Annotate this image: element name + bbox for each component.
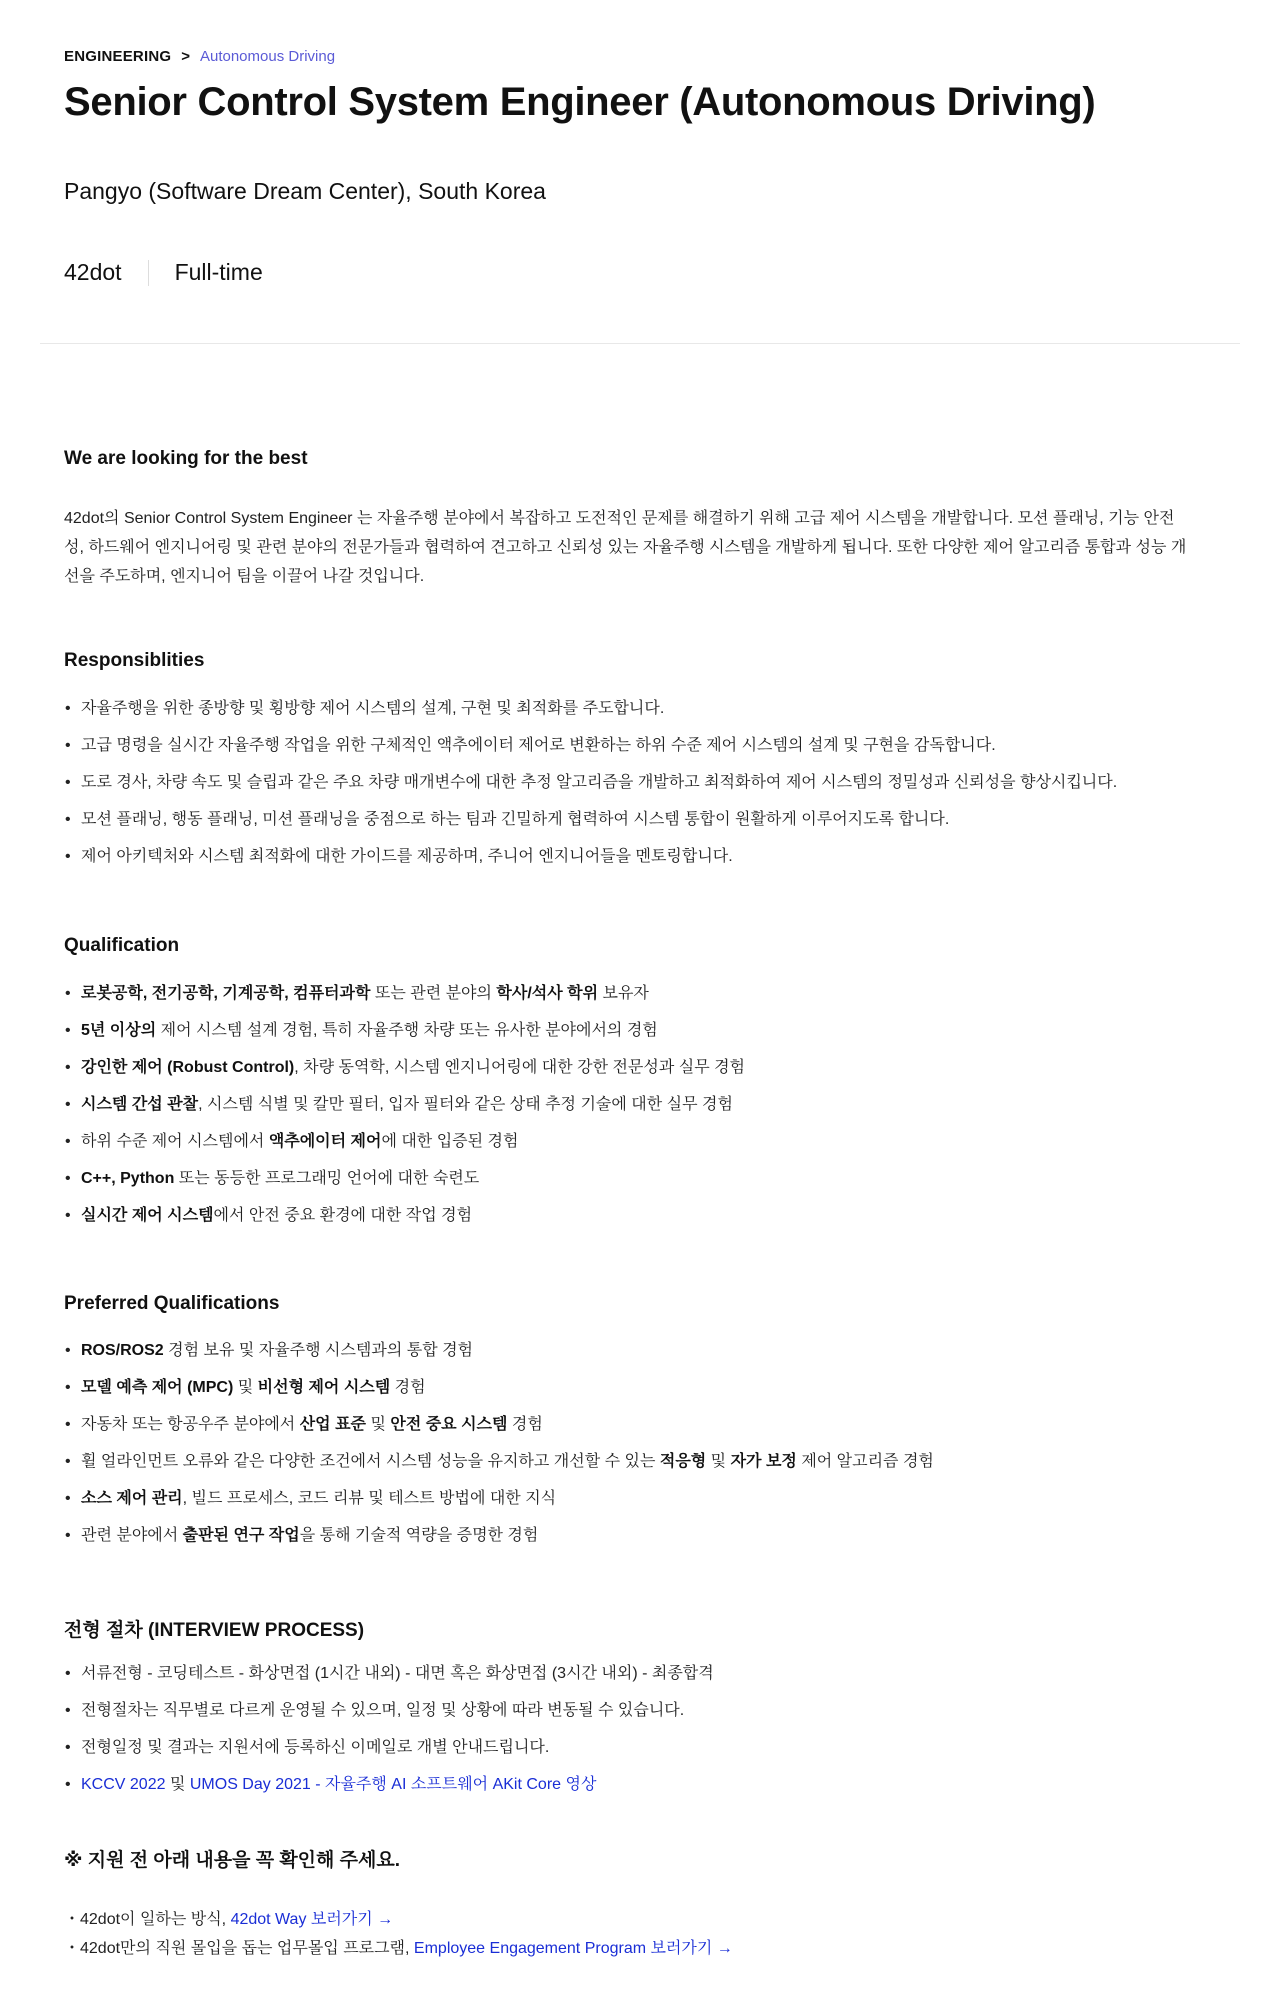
list-item: • 제어 아키텍처와 시스템 최적화에 대한 가이드를 제공하며, 주니어 엔지니어들을 멘토링합니다. <box>65 848 733 865</box>
job-location: Pangyo (Software Dream Center), South Korea <box>64 178 546 204</box>
preferred-title: Preferred Qualifications <box>64 1293 280 1314</box>
list-item: • 자율주행을 위한 종방향 및 횡방향 제어 시스템의 설계, 구현 및 최적화를 주도합니다. <box>65 700 665 717</box>
list-item: • 휠 얼라인먼트 오류와 같은 다양한 조건에서 시스템 성능을 유지하고 개선할 수 있는 적응형 및 자가 보정 제어 알고리즘 경험 <box>65 1453 934 1470</box>
list-item: • ROS/ROS2 경험 보유 및 자율주행 시스템과의 통합 경험 <box>65 1342 474 1359</box>
interview-title: 전형 절차 (INTERVIEW PROCESS) <box>64 1620 365 1641</box>
list-item: • 소스 제어 관리, 빌드 프로세스, 코드 리뷰 및 테스트 방법에 대한 지식 <box>65 1490 557 1507</box>
list-item: • C++, Python 또는 동등한 프로그래밍 언어에 대한 숙련도 <box>65 1170 480 1187</box>
list-item: • 전형일정 및 결과는 지원서에 등록하신 이메일로 개별 안내드립니다. <box>65 1739 550 1756</box>
list-item: • 모델 예측 제어 (MPC) 및 비선형 제어 시스템 경험 <box>65 1379 426 1396</box>
breadcrumb-root-link[interactable]: ENGINEERING <box>64 48 172 65</box>
preferred-list <box>64 1332 934 1554</box>
list-item: • 모션 플래닝, 행동 플래닝, 미션 플래닝을 중점으로 하는 팀과 긴밀하게 협력하여 시스템 통합이 원활하게 이루어지도록 합니다. <box>65 811 950 828</box>
list-item: • 로봇공학, 전기공학, 기계공학, 컴퓨터과학 또는 관련 분야의 학사/석사 학위 보유자 <box>65 985 649 1002</box>
list-item: • 고급 명령을 실시간 자율주행 작업을 위한 구체적인 액추에이터 제어로 변환하는 하위 수준 제어 시스템의 설계 및 구현을 감독합니다. <box>65 737 996 754</box>
meta-divider <box>148 260 149 286</box>
company-name: 42dot <box>64 259 122 285</box>
notice-lines <box>64 1905 733 1963</box>
42dot-way-link[interactable]: 42dot Way 보러가기 → <box>230 1911 394 1928</box>
list-item: • 도로 경사, 차량 속도 및 슬립과 같은 주요 차량 매개변수에 대한 추정 알고리즘을 개발하고 최적화하여 제어 시스템의 정밀성과 신뢰성을 향상시킵니다. <box>65 774 1118 791</box>
notice-line: ・42dot만의 직원 몰입을 돕는 업무몰입 프로그램, Employee Engagement Program 보러가기 → <box>64 1940 733 1957</box>
job-meta <box>64 259 263 286</box>
notice-line: ・42dot이 일하는 방식, 42dot Way 보러가기 → <box>64 1911 394 1928</box>
employee-engagement-link[interactable]: Employee Engagement Program 보러가기 → <box>413 1940 733 1957</box>
notice-title: ※ 지원 전 아래 내용을 꼭 확인해 주세요. <box>64 1850 401 1871</box>
breadcrumb-separator: > <box>181 48 190 65</box>
intro-body: 42dot의 Senior Control System Engineer 는 자율주행 분야에서 복잡하고 도전적인 문제를 해결하기 위해 고급 제어 시스템을 개발합니다. 모션 플래닝, 기능 안전성, 하드웨어 엔지니어링 및 관련 분야의 전문가들과 협력하여 견고하고 신뢰성 있는 자율주행 시스템을 개발하게 됩니다. 또한 다양한 제어 알고리즘 통합과 성능 개선을 주도하며, 엔지니어 팀을 이끌어 나갈 것입니다. <box>64 510 1187 585</box>
list-item: • 하위 수준 제어 시스템에서 액추에이터 제어에 대한 입증된 경험 <box>65 1133 519 1150</box>
list-item: • 관련 분야에서 출판된 연구 작업을 통해 기술적 역량을 증명한 경험 <box>65 1527 539 1544</box>
qualification-list <box>64 975 745 1234</box>
list-item: • 서류전형 - 코딩테스트 - 화상면접 (1시간 내외) - 대면 혹은 화상면접 (3시간 내외) - 최종합격 <box>65 1665 714 1682</box>
breadcrumb <box>64 48 335 65</box>
list-item: • 실시간 제어 시스템에서 안전 중요 환경에 대한 작업 경험 <box>65 1207 473 1224</box>
breadcrumb-current-link[interactable]: Autonomous Driving <box>199 48 336 65</box>
page-title: Senior Control System Engineer (Autonomous Driving) <box>64 80 1096 124</box>
list-item: • 5년 이상의 제어 시스템 설계 경험, 특히 자율주행 차량 또는 유사한 분야에서의 경험 <box>65 1022 658 1039</box>
list-item: • KCCV 2022 및 UMOS Day 2021 - 자율주행 AI 소프트웨어 AKit Core 영상 <box>65 1776 597 1793</box>
list-item: • 강인한 제어 (Robust Control), 차량 동역학, 시스템 엔지니어링에 대한 강한 전문성과 실무 경험 <box>65 1059 746 1076</box>
interview-list <box>64 1655 714 1803</box>
list-item: • 시스템 간섭 관찰, 시스템 식별 및 칼만 필터, 입자 필터와 같은 상태 추정 기술에 대한 실무 경험 <box>65 1096 733 1113</box>
kccv-2022-link[interactable]: KCCV 2022 <box>81 1776 166 1793</box>
umos-day-2021-link[interactable]: UMOS Day 2021 - 자율주행 AI 소프트웨어 AKit Core 영상 <box>189 1776 597 1793</box>
qualification-title: Qualification <box>64 935 180 956</box>
employment-type: Full-time <box>174 259 263 285</box>
header-divider <box>40 343 1240 344</box>
responsibilities-title: Responsiblities <box>64 650 205 671</box>
list-item: • 자동차 또는 항공우주 분야에서 산업 표준 및 안전 중요 시스템 경험 <box>65 1416 543 1433</box>
intro-title: We are looking for the best <box>64 448 308 469</box>
list-item: • 전형절차는 직무별로 다르게 운영될 수 있으며, 일정 및 상황에 따라 변동될 수 있습니다. <box>65 1702 685 1719</box>
responsibilities-list <box>64 690 1117 875</box>
